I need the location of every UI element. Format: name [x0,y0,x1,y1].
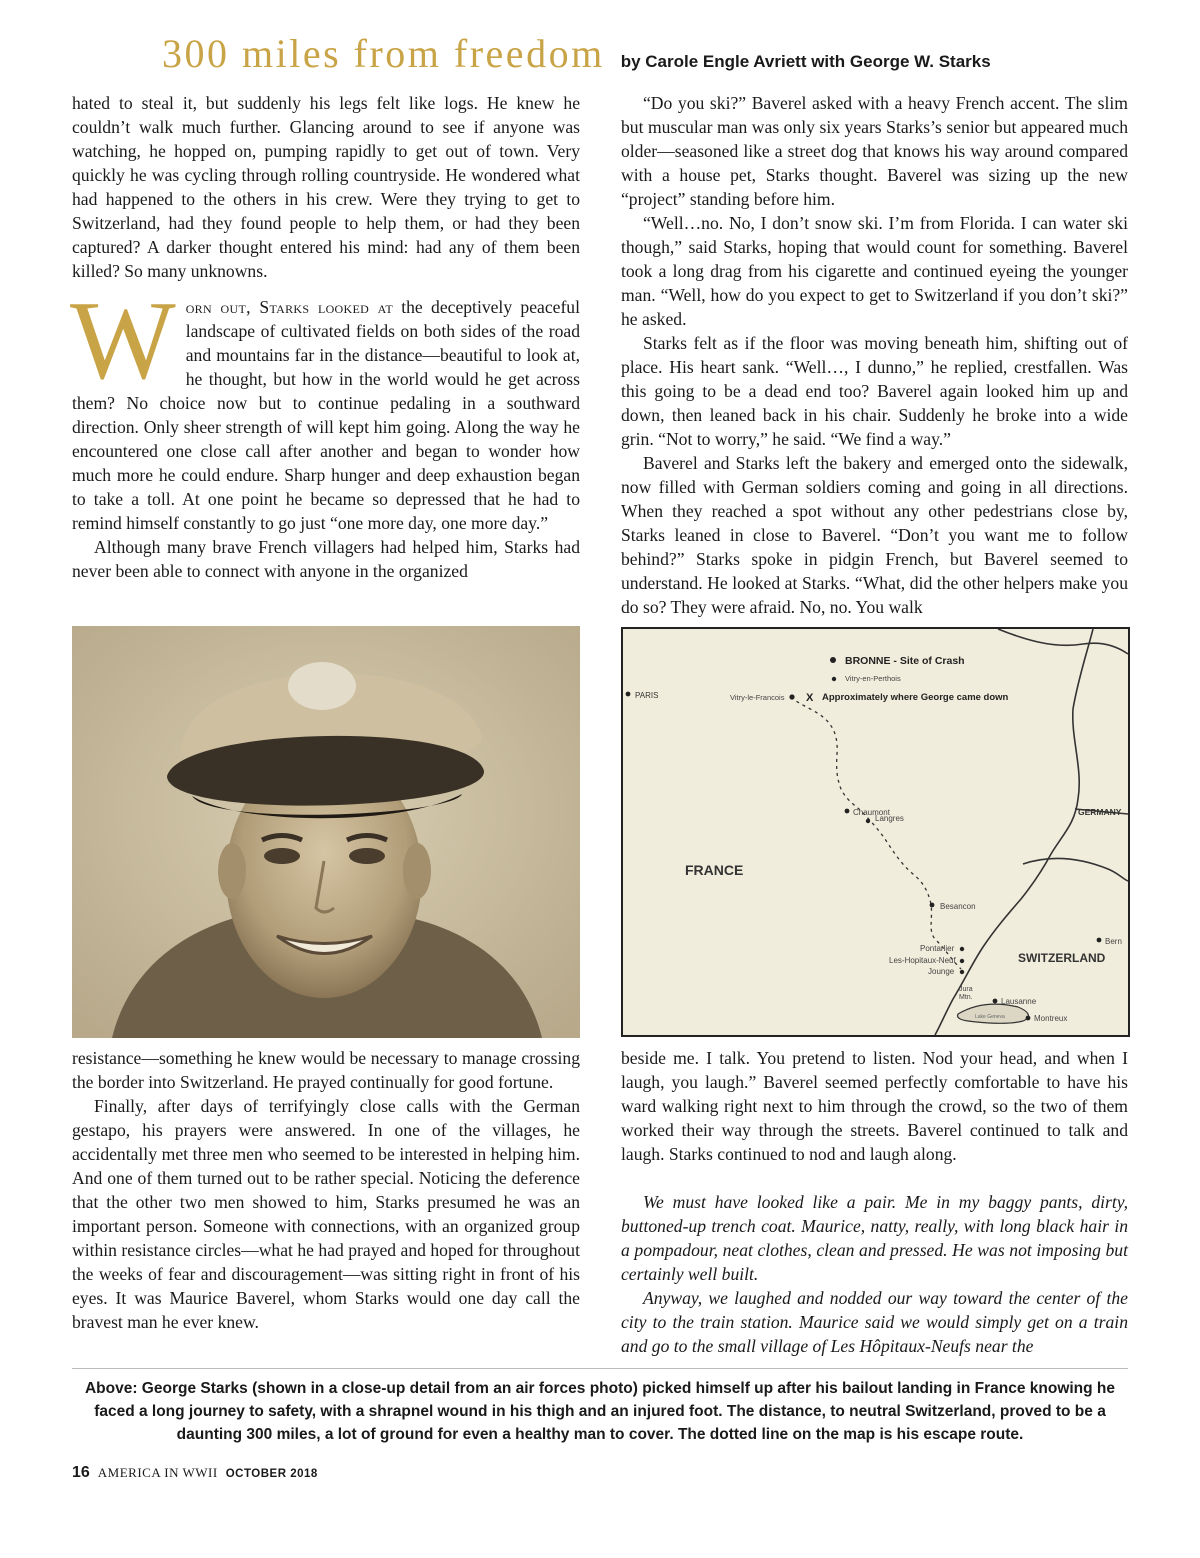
italic-paragraph: We must have looked like a pair. Me in my baggy pants, dirty, buttoned-up trench coat. Maurice, natty, really, with long black hair in a pompadour, neat clothes, clean and pressed. He was not imposing but certainly well built. [621,1192,1128,1284]
map-label-hopitaux: Les-Hopitaux-Neuf [889,956,956,965]
map-label-jounge: Jounge [928,967,955,976]
paragraph: Finally, after days of terrifyingly close calls with the German gestapo, his prayers were answered. In one of the villages, he accidentally met three men who seemed to be interested in helping him. And one of them turned out to be rather special. Noticing the deference that the other two men showed to him, Starks presumed he was an important person. Someone with connections, with an organized group within resistance circles—what he had prayed and hoped for throughout the weeks of fear and discouragement—was sitting right in front of his eyes. It was Maurice Baverel, whom Starks would one day call the bravest man he ever knew. [72,1096,580,1332]
map-label-pontarlier: Pontarlier [920,944,955,953]
drop-cap: W [70,279,176,403]
map-label-came-down: Approximately where George came down [822,692,1009,703]
paragraph: beside me. I talk. You pretend to listen. Nod your head, and when I laugh, you laugh.” Baverel seemed perfectly comfortable to have his ward walking right next to him through the crowd, so the two of them worked their way through the streets. Baverel continued to talk and laugh. Starks continued to nod and laugh along. [621,1048,1128,1164]
map-label-chaumont: Chaumont [853,808,890,817]
paragraph: Starks felt as if the floor was moving beneath him, shifting out of place. His heart sank. “Well…, I dunno,” he replied, crestfallen. Was this going to be a dead end too? Baverel again looked him up and down, then leaned back in his chair. Suddenly he broke into a wide grin. “Not to worry,” he said. “We find a way.” [621,333,1128,449]
right-column-bottom [621,1046,1128,1358]
issue-date: OCTOBER 2018 [225,1468,318,1480]
left-column-bottom [72,1046,580,1334]
george-starks-portrait [72,626,580,1038]
map-label-besancon: Besancon [940,902,976,911]
escape-route-map [621,627,1130,1037]
page-number: 16 [72,1464,90,1481]
map-label-langres: Langres [875,814,904,823]
paragraph: hated to steal it, but suddenly his legs felt like logs. He knew he couldn’t walk much further. Glancing around to see if anyone was watching, he hopped on, pumping rapidly to get out of town. Very quickly he was cycling through rolling countryside. He wondered what had happened to the others in his crew. Were they trying to get to Switzerland, had they found people to help them, or had they been captured? A darker thought entered his mind: had any of them been killed? So many unknowns. [72,93,580,281]
caption-text: Above: George Starks (shown in a close-up detail from an air forces photo) picked himself up after his bailout landing in France knowing he faced a long journey to safety, with a shrapnel wound in his thigh and an injured foot. The distance, to neutral Switzerland, proved to be a daunting 300 miles, a lot of ground for even a healthy man to cover. The dotted line on the map is his escape route. [84,1380,1116,1443]
map-label-vitry-perthois: Vitry-en-Perthois [845,674,901,683]
byline: by Carole Engle Avriett with George W. Starks [620,52,991,71]
lead-in-smallcaps: orn out, Starks looked at [185,297,393,317]
magazine-name: AMERICA IN WWII [97,1465,218,1480]
map-label-france: FRANCE [685,862,744,878]
paragraph: resistance—something he knew would be necessary to manage crossing the border into Switzerland. He prayed continually for good fortune. [72,1048,580,1092]
map-label-jura: Jura [959,986,973,993]
map-label-switzerland: SWITZERLAND [1018,951,1106,965]
page-footer [72,1464,318,1482]
map-label-germany: GERMANY [1078,807,1122,817]
paragraph-dropcap [70,279,580,535]
map-label-montreux: Montreux [1034,1014,1068,1023]
map-label-paris: PARIS [635,691,659,700]
paragraph: “Well…no. No, I don’t snow ski. I’m from Florida. I can water ski though,” said Starks, hoping that would count for something. Baverel took a long drag from his cigarette and continued eyeing the younger man. “Well, how do you expect to get to Switzerland if you don’t ski?” he asked. [621,213,1128,329]
paragraph: Baverel and Starks left the bakery and emerged onto the sidewalk, now filled with German soldiers coming and going in all directions. When they reached a spot without any other pedestrians close by, Starks leaned in close to Baverel. “Don’t you want me to follow behind?” Starks spoke in pidgin French, but Baverel seemed to understand. He looked at Starks. “What, did the other helpers make you do so? They were afraid. No, no. You walk [621,453,1128,617]
article-title: 300 miles from freedom [162,31,605,76]
map-label-lake-geneva: Lake Geneva [975,1014,1005,1020]
paragraph: “Do you ski?” Baverel asked with a heavy French accent. The slim but muscular man was only six years Starks’s senior but appeared much older—seasoned like a street dog that knows his way around compared with a house pet, Starks thought. Baverel was sizing up the new “project” standing before him. [621,93,1128,209]
map-label-lausanne: Lausanne [1001,997,1037,1006]
figure-caption [72,1368,1128,1446]
map-label-jura-mtn: Mtn. [959,994,973,1001]
paragraph-text: the deceptively peaceful landscape of cultivated fields on both sides of the road and mountains far in the distance—beautiful to look at, he thought, but how in the world would he get across them? No choice now but to continue pedaling in a southward direction. Only sheer strength of will kept him going. Along the way he encountered one close call after another and began to wonder how much more he could endure. Sharp hunger and deep exhaustion began to take a toll. At one point he became so depressed that he had to remind himself constantly to go just “one more day, one more day.” [72,297,580,533]
left-column-top [72,91,580,583]
article-header [162,30,1140,80]
paragraph: Although many brave French villagers had helped him, Starks had never been able to connect with anyone in the organized [72,537,580,581]
map-label-bern: Bern [1105,937,1122,946]
crash-marker-icon: X [806,692,814,704]
italic-paragraph: Anyway, we laughed and nodded our way toward the center of the city to the train station. Maurice said we would simply get on a train and go to the small village of Les Hôpitaux-Neufs near the [621,1288,1128,1356]
map-label-vitry-francois: Vitry-le-Francois [730,693,785,702]
right-column-top [621,91,1128,619]
map-label-bronne: BRONNE - Site of Crash [845,655,965,667]
